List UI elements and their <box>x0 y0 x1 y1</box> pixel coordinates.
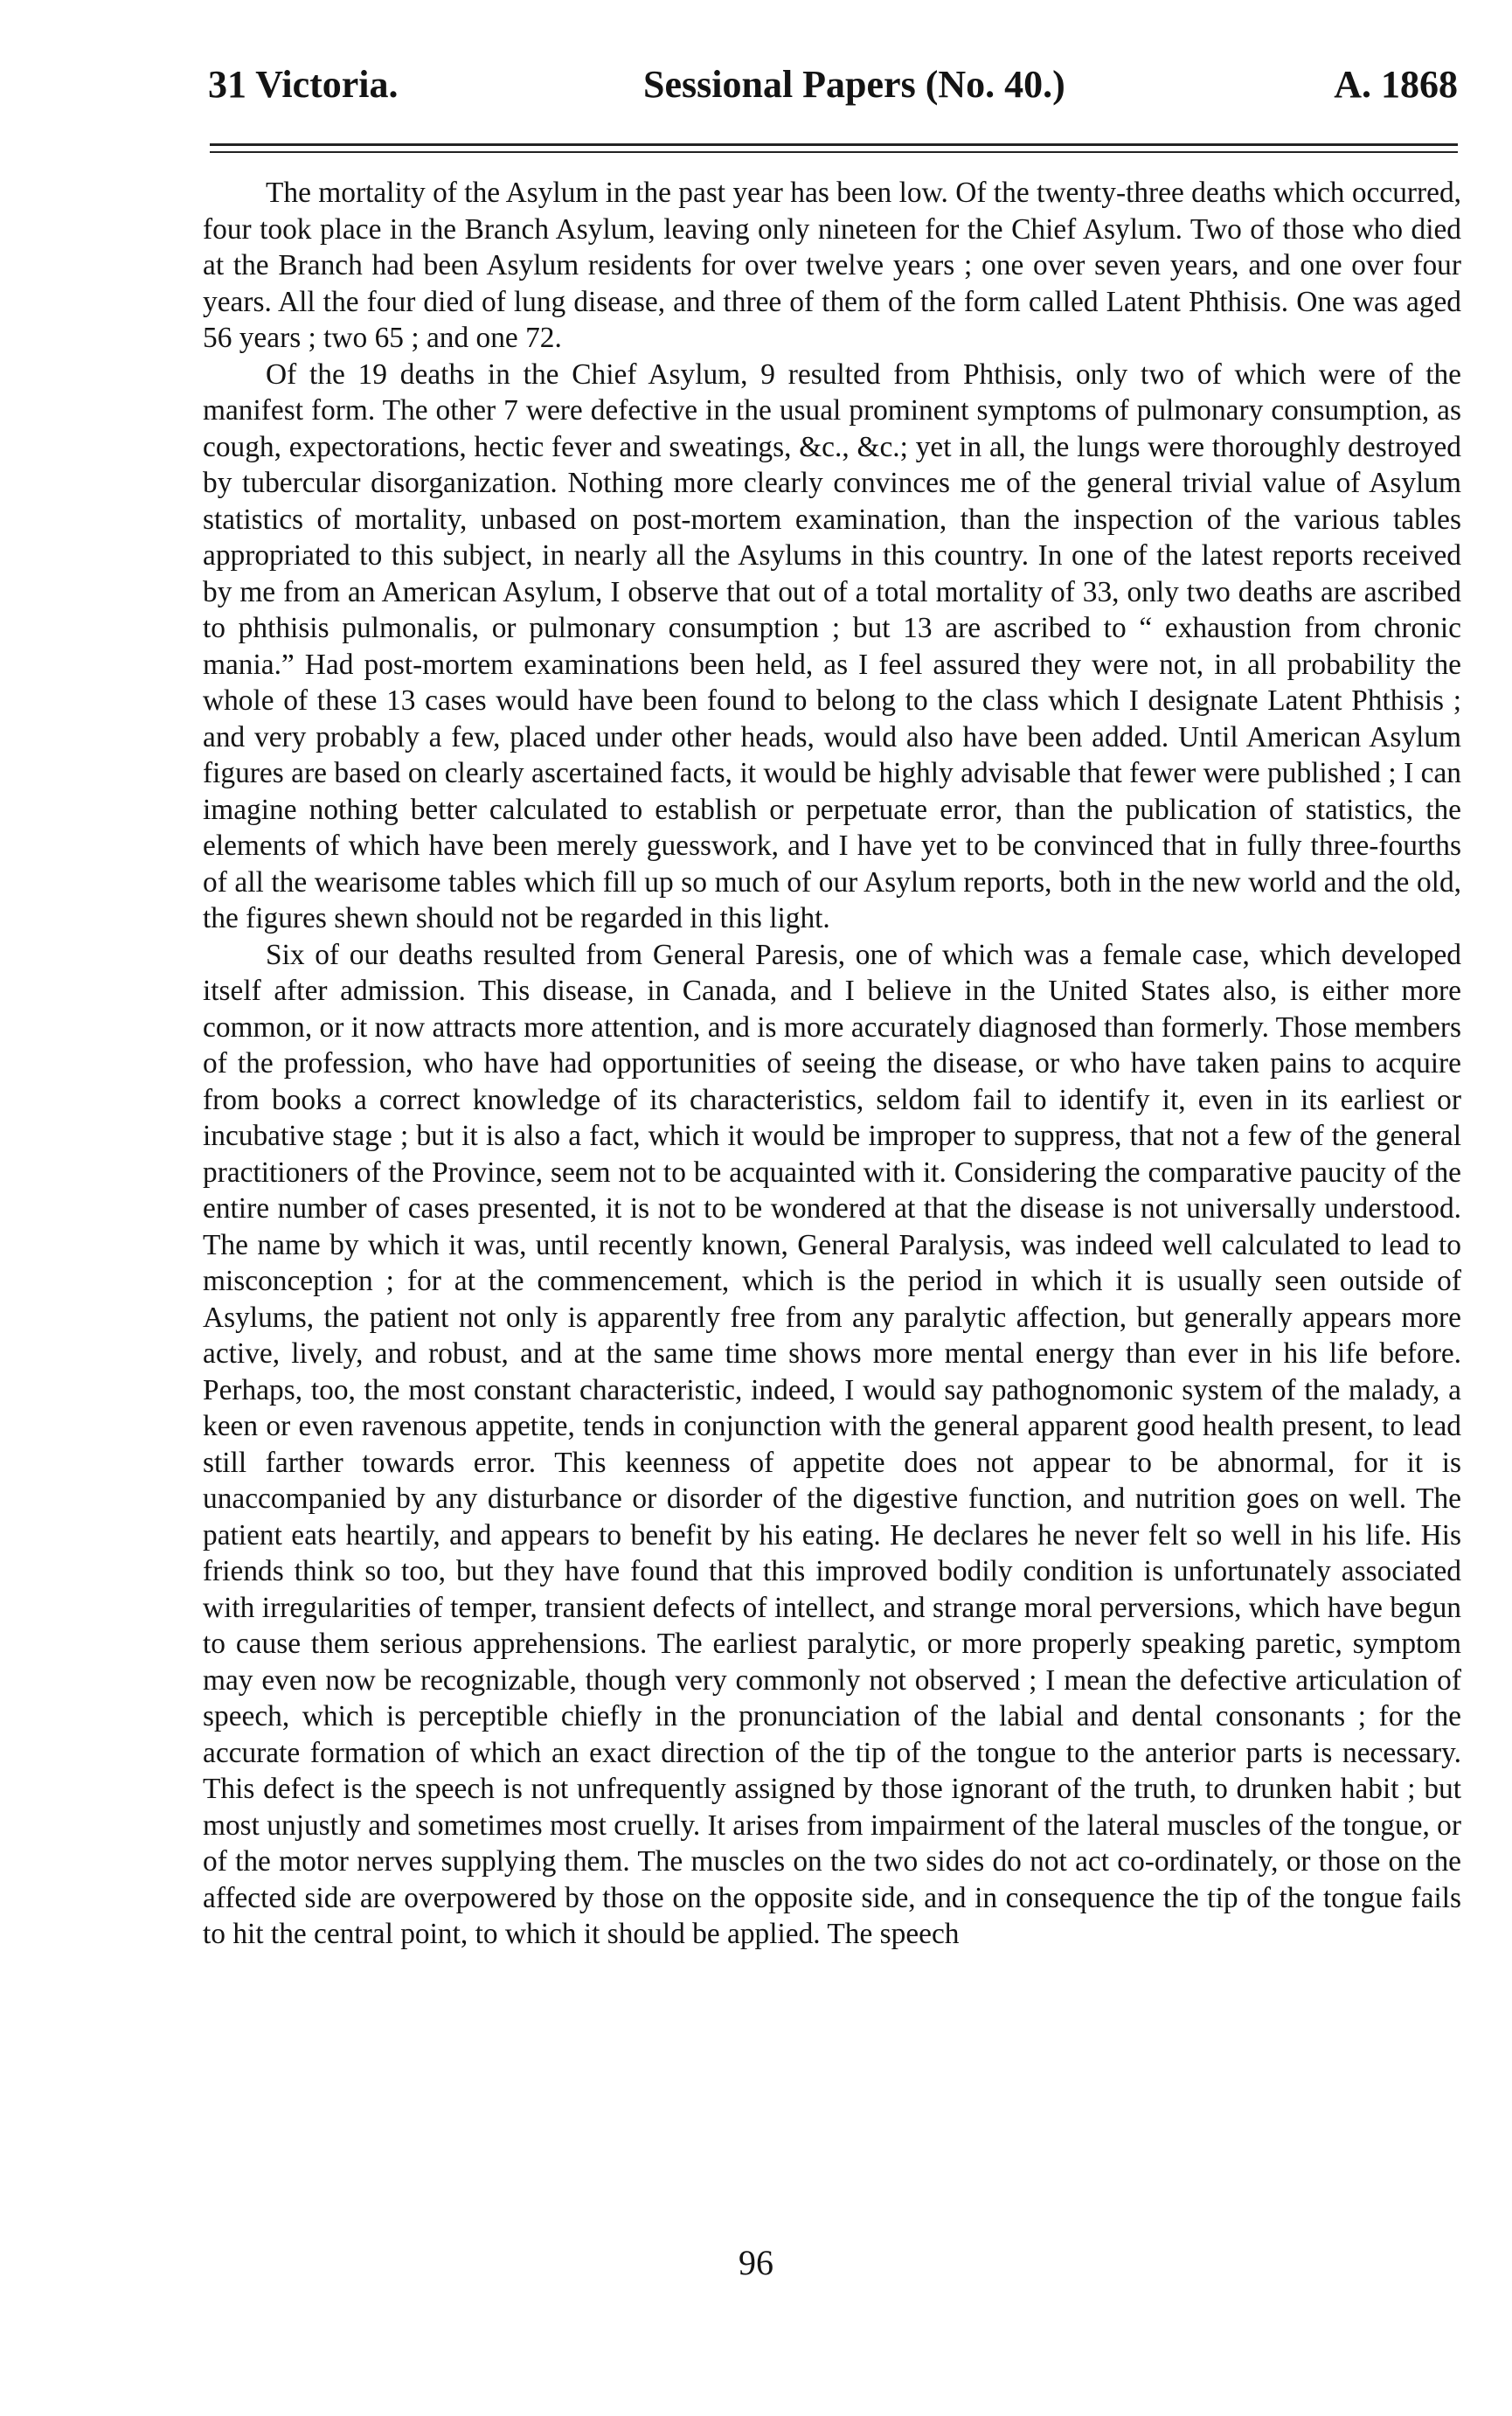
header-rule-top <box>210 143 1458 146</box>
header-rule-bottom <box>210 151 1458 153</box>
paragraph-mortality: The mortality of the Asylum in the past year has been low. Of the twenty-three deaths which occurred, four took place in the Branch Asylum, leaving only nineteen for the Chief Asylum. Two of those who died at the Branch had been Asylum residents for over twelve years ; one over seven years, and one over four years. All the four died of lung disease, and three of them of the form called Latent Phthisis. One was aged 56 years ; two 65 ; and one 72. <box>203 177 1461 354</box>
body-text <box>203 175 1461 1953</box>
paragraph-general-paresis: Six of our deaths resulted from General Paresis, one of which was a female case, which developed itself after admission. This disease, in Canada, and I believe in the United States also, is either more common, or it now attracts more attention, and is more accurately diagnosed than formerly. Those members of the profession, who have had opportunities of seeing the disease, or who have taken pains to acquire from books a correct knowledge of its characteristics, seldom fail to identify it, even in its earliest or incubative stage ; but it is also a fact, which it would be improper to suppress, that not a few of the general practitioners of the Province, seem not to be acquainted with it. Considering the comparative paucity of the entire number of cases presented, it is not to be wondered at that the disease is not universally understood. The name by which it was, until recently known, General Paralysis, was indeed well calculated to lead to misconception ; for at the commencement, which is the period in which it is usually seen outside of Asylums, the patient not only is apparently free from any paralytic affection, but generally appears more active, lively, and robust, and at the same time shows more mental energy than ever in his life before. Perhaps, too, the most constant characteristic, indeed, I would say pathognomonic system of the malady, a keen or even ravenous appetite, tends in conjunction with the general apparent good health present, to lead still farther towards error. This keenness of appetite does not appear to be abnormal, for it is unaccompanied by any disturbance or disorder of the digestive function, and nutrition goes on well. The patient eats heartily, and appears to benefit by his eating. He declares he never felt so well in his life. His friends think so too, but they have found that this improved bodily condition is unfortunately associated with irregularities of temper, transient defects of intellect, and strange moral perversions, which have begun to cause them serious apprehensions. The earliest paralytic, or more properly speaking paretic, symptom may even now be recognizable, though very commonly not observed ; I mean the defective articulation of speech, which is perceptible chiefly in the pronunciation of the labial and dental consonants ; for the accurate formation of which an exact direction of the tip of the tongue to the anterior parts is necessary. This defect is the speech is not unfrequently assigned by those ignorant of the truth, to drunken habit ; but most unjustly and sometimes most cruelly. It arises from impairment of the lateral muscles of the tongue, or of the motor nerves supplying them. The muscles on the two sides do not act co-ordinately, or those on the affected side are overpowered by those on the opposite side, and in consequence the tip of the tongue fails to hit the central point, to which it should be applied. The speech <box>203 938 1462 1950</box>
header-year: A. 1868 <box>1334 63 1458 106</box>
page-header <box>208 54 1458 115</box>
header-volume: 31 Victoria. <box>208 63 399 106</box>
page-number: 96 <box>739 2243 773 2282</box>
paragraph-phthisis: Of the 19 deaths in the Chief Asylum, 9 resulted from Phthisis, only two of which were of the manifest form. The other 7 were defective in the usual prominent symptoms of pulmonary consumption, as cough, expectorations, hectic fever and sweatings, &c., &c.; yet in all, the lungs were thoroughly destroyed by tubercular disorganization. Nothing more clearly convinces me of the general trivial value of Asylum statistics of mortality, unbased on post-mortem examination, than the inspection of the various tables appropriated to this subject, in nearly all the Asylums in this country. In one of the latest reports received by me from an American Asylum, I observe that out of a total mortality of 33, only two deaths are ascribed to phthisis pulmonalis, or pulmonary consumption ; but 13 are ascribed to “ exhaustion from chronic mania.” Had post-mortem examinations been held, as I feel assured they were not, in all probability the whole of these 13 cases would have been found to belong to the class which I designate Latent Phthisis ; and very probably a few, placed under other heads, would also have been added. Until American Asylum figures are based on clearly ascertained facts, it would be highly advisable that fewer were published ; I can imagine nothing better calculated to establish or perpetuate error, than the publication of statistics, the elements of which have been merely guesswork, and I have yet to be convinced that in fully three-fourths of all the wearisome tables which fill up so much of our Asylum reports, both in the new world and the old, the figures shewn should not be regarded in this light. <box>203 358 1461 934</box>
header-title: Sessional Papers (No. 40.) <box>643 63 1065 106</box>
